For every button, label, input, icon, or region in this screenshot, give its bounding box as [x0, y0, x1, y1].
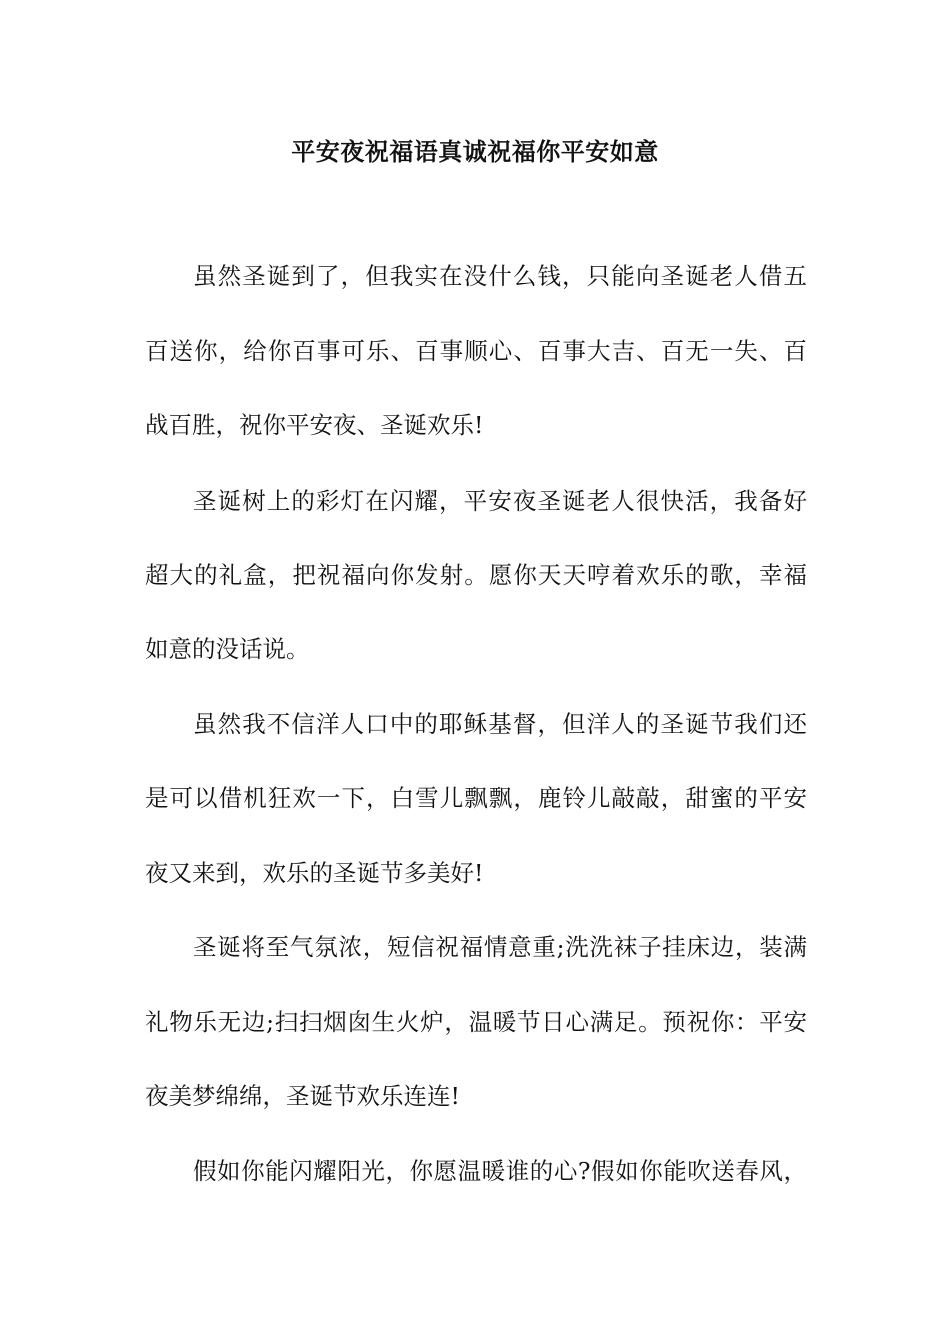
paragraph-line: 是可以借机狂欢一下，白雪儿飘飘，鹿铃儿敲敲，甜蜜的平安 — [145, 784, 807, 812]
paragraph-line: 百送你，给你百事可乐、百事顺心、百事大吉、百无一失、百 — [145, 337, 807, 365]
paragraph-line: 夜美梦绵绵，圣诞节欢乐连连! — [145, 1082, 460, 1110]
paragraph-line: 圣诞将至气氛浓，短信祝福情意重;洗洗袜子挂床边，装满 — [193, 933, 807, 961]
document-title: 平安夜祝福语真诚祝福你平安如意 — [291, 138, 659, 166]
paragraph-line: 礼物乐无边;扫扫烟囱生火炉，温暖节日心满足。预祝你：平安 — [145, 1008, 807, 1036]
paragraph-line: 超大的礼盒，把祝福向你发射。愿你天天哼着欢乐的歌，幸福 — [145, 561, 807, 589]
paragraph-line: 如意的没话说。 — [145, 635, 310, 663]
paragraph-line: 假如你能闪耀阳光，你愿温暖谁的心?假如你能吹送春风， — [193, 1157, 807, 1185]
paragraph-line: 战百胜，祝你平安夜、圣诞欢乐! — [145, 411, 484, 439]
paragraph-line: 虽然我不信洋人口中的耶稣基督，但洋人的圣诞节我们还 — [193, 710, 807, 738]
paragraph-line: 圣诞树上的彩灯在闪耀，平安夜圣诞老人很快活，我备好 — [193, 487, 807, 515]
paragraph-line: 虽然圣诞到了，但我实在没什么钱，只能向圣诞老人借五 — [193, 262, 807, 290]
paragraph-line: 夜又来到，欢乐的圣诞节多美好! — [145, 859, 484, 887]
